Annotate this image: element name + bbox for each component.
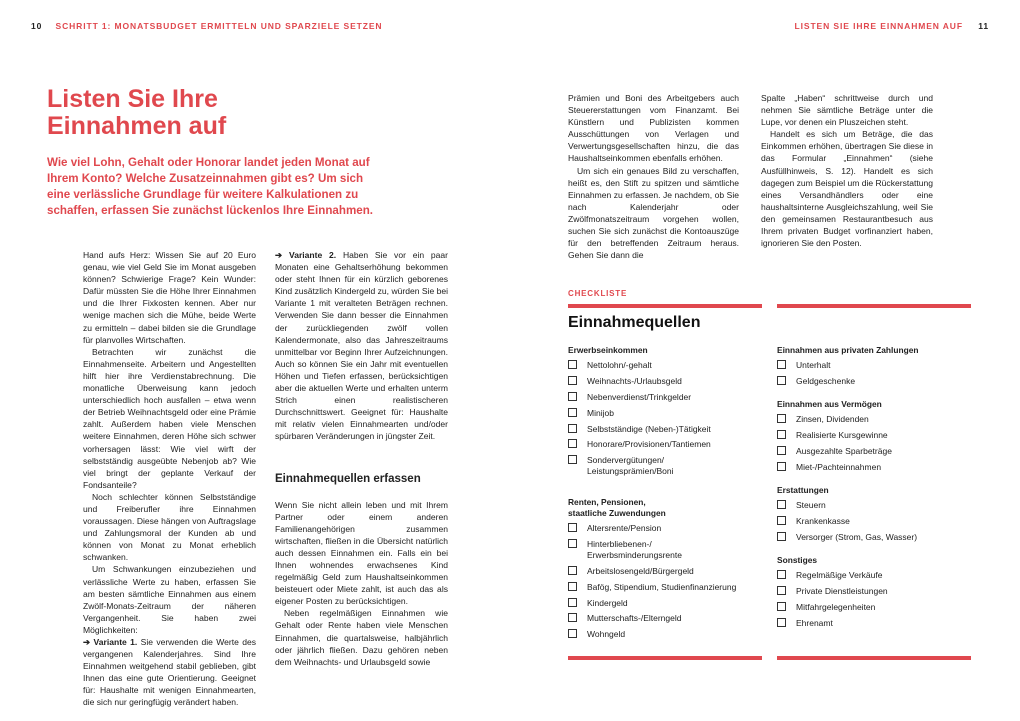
- lead-paragraph: Wie viel Lohn, Gehalt oder Honorar landet jeden Monat auf Ihrem Konto? Welche Zusatzeinnahmen gibt es? Um sich eine verlässliche Grundlage für weitere Kalkulationen zu schaffen, erfassen Sie zunächst lückenlos Ihre Einnahmen.: [47, 156, 374, 217]
- variante-2-label: Variante 2.: [288, 250, 337, 260]
- checklist-item[interactable]: [568, 376, 768, 387]
- checklist-item[interactable]: [777, 376, 977, 387]
- checklist-item-label: Zinsen, Dividenden: [796, 414, 869, 424]
- checkbox[interactable]: [568, 598, 577, 607]
- col1-paragraph-4: Um Schwankungen einzubeziehen und verlässliche Werte zu haben, erfassen Sie am besten sämtliche Einnahmen aus einem Zwölf-Monats-Zeitraum der näheren Vergangenheit. Sie haben zwei Möglichkeiten:: [83, 564, 256, 635]
- body-column-3: [568, 92, 739, 261]
- checklist-item[interactable]: [568, 598, 768, 609]
- checklist-item[interactable]: [777, 414, 977, 425]
- checklist-item[interactable]: [568, 455, 768, 477]
- checklist-item-label: Wohngeld: [587, 629, 626, 640]
- col4-paragraph-1: Spalte „Haben“ schrittweise durch und nehmen Sie sämtliche Beträge unter die Lupe, vor denen ein Pluszeichen steht.: [761, 93, 933, 128]
- checklist-item[interactable]: [777, 570, 977, 581]
- right-running-title: LISTEN SIE IHRE EINNAHMEN AUF: [794, 21, 963, 31]
- checklist-top-rule-right: [777, 304, 971, 308]
- col2-paragraph-2: Neben regelmäßigen Einnahmen wie Gehalt oder Rente haben viele Menschen Einnahmen, die quartalsweise, halbjährlich oder jährlich fließen. Dazu gehören neben dem Weihnachts- und Urlaubsgeld sowie: [275, 608, 448, 667]
- left-running-title: SCHRITT 1: MONATSBUDGET ERMITTELN UND SPARZIELE SETZEN: [55, 21, 383, 31]
- checklist-bottom-rule-left: [568, 656, 762, 660]
- checklist-item[interactable]: [568, 523, 768, 534]
- checklist-item-label: Minijob: [587, 407, 614, 418]
- body-column-4: [761, 92, 933, 249]
- col1-variante-1: [83, 636, 256, 709]
- checkbox[interactable]: [568, 455, 577, 464]
- checklist-item-label: Geldgeschenke: [796, 375, 856, 386]
- checklist-item-label: Ehrenamt: [796, 617, 833, 628]
- checklist-label: CHECKLISTE: [568, 289, 628, 298]
- checkbox[interactable]: [777, 376, 786, 385]
- checklist-item[interactable]: [777, 430, 977, 441]
- checklist-item-label: Altersrente/Pension: [587, 523, 662, 533]
- checklist-group-sonstiges: [777, 555, 977, 634]
- checklist-item-label: Versorger (Strom, Gas, Wasser): [796, 531, 918, 542]
- checkbox[interactable]: [568, 629, 577, 638]
- col1-paragraph-3: Noch schlechter können Selbstständige und Freiberufler ihre Einnahmen voraussagen. Diese hängen von Auftragslage und Zahlungsmoral der Kunden ab und können von Monat zu Monat erheblich schwanken.: [83, 491, 256, 563]
- checklist-item-label: Miet-/Pachteinnahmen: [796, 461, 882, 472]
- checkbox[interactable]: [777, 500, 786, 509]
- checklist-item[interactable]: [777, 446, 977, 457]
- col1-paragraph-1: Hand aufs Herz: Wissen Sie auf 20 Euro genau, wie viel Geld Sie im Monat ausgeben können? Schwierige Frage? Kein Wunder: Dafür müssten Sie die Höhe Ihrer Einnahmen und die Ihrer Fixkosten kennen. Aber nur wenige machen sich die Mühe, beide Werte zu ermitteln – dabei bilden sie die Grundlage für planvolles Wirtschaften.: [83, 250, 256, 345]
- checkbox[interactable]: [777, 602, 786, 611]
- checkbox[interactable]: [568, 582, 577, 591]
- checklist-top-rule-left: [568, 304, 762, 308]
- checklist-item-label: Mutterschafts-/Elterngeld: [587, 613, 682, 624]
- checklist-item[interactable]: [777, 532, 977, 543]
- col3-paragraph-2: Um sich ein genaues Bild zu verschaffen, heißt es, den Stift zu spitzen und sämtliche Einnahmen zu erfassen. Je nachdem, ob Sie nach Kalenderjahr oder Zwölfmonatszeitraum vorgehen wollen, suchen Sie sich zunächst die Kontoauszüge für den betreffenden Zeitraum heraus. Gehen Sie dann die: [568, 165, 739, 261]
- checklist-item-label: Honorare/Provisionen/Tantiemen: [587, 439, 711, 450]
- checkbox[interactable]: [777, 532, 786, 541]
- variante-1-label: Variante 1.: [93, 637, 138, 647]
- checklist-group-title: Einnahmen aus privaten Zahlungen: [777, 345, 919, 355]
- arrow-icon: ➔: [83, 637, 91, 647]
- checklist-group-title: Renten, Pensionen, staatliche Zuwendungen: [568, 497, 666, 518]
- checklist-item-label: Realisierte Kursgewinne: [796, 429, 888, 440]
- checkbox[interactable]: [568, 539, 577, 548]
- checklist-group-title: Erwerbseinkommen: [568, 345, 648, 355]
- checklist-title: Einnahmequellen: [568, 314, 701, 331]
- checklist-item[interactable]: [568, 360, 768, 371]
- checklist-group-erwerb: [568, 345, 768, 482]
- checkbox[interactable]: [568, 424, 577, 433]
- checkbox[interactable]: [568, 439, 577, 448]
- checkbox[interactable]: [777, 462, 786, 471]
- checklist-group-renten: [568, 497, 768, 645]
- checklist-item-label: Arbeitslosengeld/Bürgergeld: [587, 565, 694, 576]
- checklist-item-label: Nebenverdienst/Trinkgelder: [587, 391, 692, 402]
- checkbox[interactable]: [777, 570, 786, 579]
- checklist-item[interactable]: [777, 618, 977, 629]
- col2-paragraph-1: Wenn Sie nicht allein leben und mit Ihrem Partner oder einem anderen Familienangehörigen zusammen wirtschaften, fließen in die Übersicht natürlich auch dessen Einnahmen ein. Falls ein bei Ihnen wohnendes erwachsenes Kind regelmäßig Geld zum Haushaltseinkommen beisteuert oder Miete zahlt, ist auch das als eigener Posten zu berücksichtigen.: [275, 499, 448, 607]
- checklist-item-label: Hinterbliebenen-/ Erwerbsminderungsrente: [587, 538, 682, 560]
- checkbox[interactable]: [777, 446, 786, 455]
- arrow-icon: ➔: [275, 250, 283, 260]
- title-line-2: Einnahmen auf: [47, 112, 227, 140]
- checkbox[interactable]: [568, 392, 577, 401]
- title-line-1: Listen Sie Ihre: [47, 85, 218, 113]
- checkbox[interactable]: [568, 376, 577, 385]
- checkbox[interactable]: [777, 516, 786, 525]
- checklist-item[interactable]: [777, 586, 977, 597]
- body-column-2: [275, 249, 448, 668]
- left-running-header: [31, 21, 382, 31]
- body-column-1: [83, 249, 256, 709]
- checklist-item-label: Nettolohn/-gehalt: [587, 360, 652, 370]
- checkbox[interactable]: [777, 360, 786, 369]
- checklist-item-label: Unterhalt: [796, 360, 831, 370]
- checkbox[interactable]: [568, 566, 577, 575]
- right-running-header: [795, 21, 989, 31]
- checklist-item[interactable]: [568, 566, 768, 577]
- variante-2-text: Haben Sie vor ein paar Monaten eine Gehaltserhöhung bekommen oder steht Ihnen für ein kürzlich geborenes Kind zusätzlich Kindergeld zu, würden Sie bei Variante 1 mit veralteten Beträgen rechnen. Verwenden Sie dann besser die Einnahmen der zurückliegenden zwölf vollen Kalendermonate, also das Jahreszeitraums unmittelbar vor Beginn Ihrer Aufzeichnungen. Auch so können Sie ein Jahr mit eventuellen Höhen und Tiefen erfassen, berücksichtigen aber die aktuellen Werte und erhalten unterm Strich einen realistischeren Durchschnittswert. Geeignet für: Haushalte mit relativ vielen Einnahmearten und/oder spürbaren Veränderungen in jüngster Zeit.: [275, 250, 449, 442]
- right-page-number: 11: [978, 21, 989, 31]
- checklist-group-title: Erstattungen: [777, 485, 829, 495]
- checklist-group-title: Einnahmen aus Vermögen: [777, 399, 882, 409]
- checklist-item-label: Sondervergütungen/ Leistungsprämien/Boni: [587, 455, 674, 477]
- checkbox[interactable]: [777, 618, 786, 627]
- checklist-item[interactable]: [568, 629, 768, 640]
- checkbox[interactable]: [568, 613, 577, 622]
- checklist-item-label: Mitfahrgelegenheiten: [796, 601, 876, 612]
- checklist-item[interactable]: [777, 500, 977, 511]
- checkbox[interactable]: [777, 586, 786, 595]
- checklist-item-label: Ausgezahlte Sparbeträge: [796, 445, 892, 456]
- checklist-group-erstattungen: [777, 485, 977, 548]
- checklist-item[interactable]: [568, 539, 768, 561]
- checkbox[interactable]: [568, 523, 577, 532]
- checklist-item-label: Steuern: [796, 500, 826, 510]
- col3-paragraph-1: Prämien und Boni des Arbeitgebers auch Steuererstattungen vom Finanzamt. Bei Künstlern und Publizisten kommen Ausschüttungen von Verlagen und Verwertungsgesellschaften hinzu, die das Haushaltseinkommen ebenfalls erhöhen.: [568, 93, 739, 164]
- section-heading: Einnahmequellen erfassen: [275, 472, 421, 485]
- checklist-group-title: Sonstiges: [777, 555, 818, 565]
- checklist-item[interactable]: [568, 439, 768, 450]
- checklist-bottom-rule-right: [777, 656, 971, 660]
- checklist-item-label: Private Dienstleistungen: [796, 585, 888, 596]
- checkbox[interactable]: [568, 360, 577, 369]
- checklist-group-privat: [777, 345, 977, 392]
- checklist-item-label: Bafög, Stipendium, Studienfinanzierung: [587, 581, 737, 592]
- checkbox[interactable]: [777, 414, 786, 423]
- col2-variante-2: [275, 249, 448, 443]
- checklist-item[interactable]: [568, 408, 768, 419]
- checklist-item[interactable]: [568, 613, 768, 624]
- checklist-item-label: Weihnachts-/Urlaubsgeld: [587, 375, 682, 386]
- checklist-item[interactable]: [568, 582, 768, 593]
- checklist-item-label: Selbstständige (Neben-)Tätigkeit: [587, 423, 711, 434]
- checkbox[interactable]: [568, 408, 577, 417]
- checklist-item-label: Regelmäßige Verkäufe: [796, 570, 883, 580]
- checklist-item-label: Kindergeld: [587, 597, 628, 608]
- checklist-item[interactable]: [777, 602, 977, 613]
- checklist-group-vermoegen: [777, 399, 977, 478]
- checklist-item[interactable]: [568, 424, 768, 435]
- checkbox[interactable]: [777, 430, 786, 439]
- checklist-item[interactable]: [777, 360, 977, 371]
- col4-paragraph-2: Handelt es sich um Beträge, die das Einkommen erhöhen, übertragen Sie diese in das Formular „Einnahmen“ (siehe Ausfüllhinweis, S. 12). Handelt es sich dagegen zum Beispiel um die Rückerstattung eines Versandhändlers oder eine haushaltsinterne Ausgleichszahlung, weil Sie den gemeinsamen Restaurantbesuch aus Ihrem privaten Budget vorfinanziert haben, ignorieren Sie den Posten.: [761, 129, 933, 249]
- col1-paragraph-2: Betrachten wir zunächst die Einnahmenseite. Arbeitern und Angestellten hilft hier ihre Verdienstabrechnung. Die monatliche Überweisung kann jedoch unterschiedlich hoch ausfallen – etwa wenn der Betrieb Weihnachtsgeld oder eine Prämie zahlt. Außerdem haben viele Menschen weitere Einnahmen, deren Höhe sich schwer vorhersagen lässt: Wie viel wirft der selbstständig ausgeübte Nebenjob ab? Wie viel bringt der geplante Verkauf der Fondsanteile?: [83, 346, 256, 490]
- checklist-item-label: Krankenkasse: [796, 515, 850, 526]
- left-page-number: 10: [31, 21, 43, 31]
- page-title: [47, 86, 226, 140]
- checklist-item[interactable]: [777, 462, 977, 473]
- checklist-item[interactable]: [568, 392, 768, 403]
- checklist-item[interactable]: [777, 516, 977, 527]
- variante-1-text: Sie verwenden die Werte des vergangenen Kalenderjahres. Sind Ihre Einnahmen weitgehend stabil geblieben, gibt Ihnen das eine gute Orientierung. Geeignet für: Haushalte mit wenigen Einnahmearten, die sich nur geringfügig verändert haben.: [83, 637, 256, 708]
